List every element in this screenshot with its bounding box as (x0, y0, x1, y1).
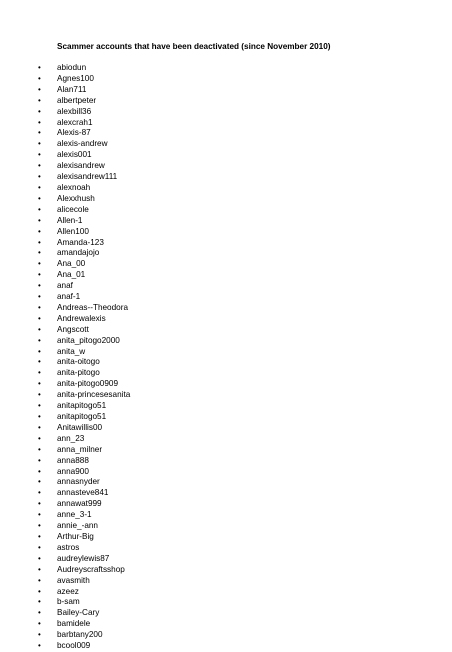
bullet-icon: • (38, 182, 41, 192)
account-name: anna_milner (57, 444, 103, 454)
bullet-icon: • (38, 84, 41, 94)
account-name: anne_3-1 (57, 510, 92, 520)
account-name: annawat999 (57, 499, 102, 509)
account-name: b-sam (57, 597, 80, 607)
account-name: alexnoah (57, 182, 91, 192)
account-name: Bailey-Cary (57, 608, 100, 618)
bullet-icon: • (38, 248, 41, 258)
bullet-icon: • (38, 150, 41, 160)
bullet-icon: • (38, 401, 41, 411)
bullet-icon: • (38, 586, 41, 596)
account-name: anna900 (57, 466, 89, 476)
account-name: Alexis-87 (57, 128, 91, 138)
bullet-icon: • (38, 553, 41, 563)
bullet-icon: • (38, 106, 41, 116)
account-name: alicecole (57, 204, 89, 214)
bullet-icon: • (38, 455, 41, 465)
bullet-icon: • (38, 161, 41, 171)
account-name: anita_pitogo2000 (57, 335, 120, 345)
account-name: audreylewis87 (57, 553, 110, 563)
bullet-icon: • (38, 281, 41, 291)
account-name: astros (57, 542, 80, 552)
account-name: anita-princesesanita (57, 390, 131, 400)
bullet-icon: • (38, 477, 41, 487)
bullet-icon: • (38, 521, 41, 531)
account-name: azeez (57, 586, 79, 596)
account-name: bcool009 (57, 641, 91, 651)
account-name: alexbill36 (57, 106, 92, 116)
account-name: anna888 (57, 455, 89, 465)
account-name: anitapitogo51 (57, 401, 107, 411)
account-name: alexcrah1 (57, 117, 93, 127)
bullet-icon: • (38, 641, 41, 651)
account-name: Arthur-Big (57, 531, 94, 541)
bullet-icon: • (38, 499, 41, 509)
bullet-icon: • (38, 357, 41, 367)
bullet-icon: • (38, 444, 41, 454)
bullet-icon: • (38, 608, 41, 618)
account-name: Audreyscraftsshop (57, 564, 125, 574)
account-name: Allen100 (57, 226, 89, 236)
bullet-icon: • (38, 193, 41, 203)
bullet-icon: • (38, 270, 41, 280)
account-name: Agnes100 (57, 73, 94, 83)
bullet-icon: • (38, 237, 41, 247)
bullet-icon: • (38, 379, 41, 389)
bullet-icon: • (38, 597, 41, 607)
bullet-icon: • (38, 433, 41, 443)
account-name: anita-pitogo (57, 368, 100, 378)
account-name: anita-oitogo (57, 357, 100, 367)
account-name: Andrewalexis (57, 313, 106, 323)
bullet-icon: • (38, 313, 41, 323)
account-name: Allen-1 (57, 215, 83, 225)
account-name: annie_-ann (57, 521, 98, 531)
account-name: barbtany200 (57, 630, 103, 640)
bullet-icon: • (38, 259, 41, 269)
account-name: anita-pitogo0909 (57, 379, 119, 389)
bullet-icon: • (38, 226, 41, 236)
bullet-icon: • (38, 542, 41, 552)
account-name: abiodun (57, 63, 87, 72)
bullet-icon: • (38, 324, 41, 334)
account-name: alexisandrew111 (57, 172, 118, 182)
bullet-icon: • (38, 412, 41, 421)
account-name: anitapitogo51 (57, 412, 107, 421)
account-name: anaf (57, 281, 73, 291)
account-name: Amanda-123 (57, 237, 104, 247)
bullet-icon: • (38, 575, 41, 585)
account-name: Anitawillis00 (57, 422, 103, 432)
bullet-icon: • (38, 630, 41, 640)
account-name: anaf-1 (57, 292, 81, 302)
bullet-icon: • (38, 215, 41, 225)
bullet-icon: • (38, 204, 41, 214)
account-name: albertpeter (57, 95, 97, 105)
account-name: Andreas--Theodora (57, 302, 128, 312)
account-name: Alexxhush (57, 193, 95, 203)
bullet-icon: • (38, 488, 41, 498)
account-name: alexis-andrew (57, 139, 108, 149)
account-name: Ana_00 (57, 259, 86, 269)
bullet-icon: • (38, 63, 41, 72)
bullet-icon: • (38, 390, 41, 400)
page-title: Scammer accounts that have been deactivated (since November 2010) (57, 42, 331, 51)
bullet-icon: • (38, 564, 41, 574)
bullet-icon: • (38, 422, 41, 432)
bullet-icon: • (38, 510, 41, 520)
bullet-icon: • (38, 95, 41, 105)
account-name: anita_w (57, 346, 86, 356)
account-name: ann_23 (57, 433, 85, 443)
account-name: alexisandrew (57, 161, 105, 171)
bullet-icon: • (38, 346, 41, 356)
bullet-icon: • (38, 302, 41, 312)
account-name: Alan711 (57, 84, 87, 94)
account-name: Angscott (57, 324, 89, 334)
account-name: annasnyder (57, 477, 100, 487)
account-name: bamidele (57, 619, 91, 629)
account-name: Ana_01 (57, 270, 86, 280)
account-name: avasmith (57, 575, 90, 585)
bullet-icon: • (38, 368, 41, 378)
bullet-icon: • (38, 292, 41, 302)
bullet-icon: • (38, 73, 41, 83)
bullet-icon: • (38, 531, 41, 541)
account-name: annasteve841 (57, 488, 109, 498)
bullet-icon: • (38, 117, 41, 127)
account-name: amandajojo (57, 248, 100, 258)
account-name: alexis001 (57, 150, 92, 160)
bullet-icon: • (38, 128, 41, 138)
bullet-icon: • (38, 139, 41, 149)
bullet-icon: • (38, 172, 41, 182)
bullet-icon: • (38, 466, 41, 476)
bullet-icon: • (38, 335, 41, 345)
bullet-icon: • (38, 619, 41, 629)
